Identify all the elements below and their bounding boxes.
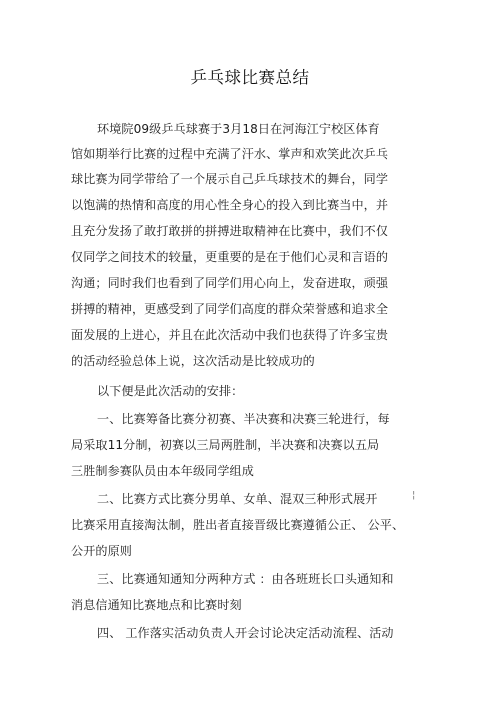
paragraph-line: 三胜制参赛队员由本年级同学组成 — [71, 464, 254, 478]
section-intro-line: 以下便是此次活动的安排： — [97, 384, 244, 398]
paragraph-line: 馆如期举行比赛的过程中充满了汗水、掌声和欢笑此次乒乓 — [71, 147, 389, 161]
paragraph-line: 消息信通知比赛地点和比赛时刻 — [71, 598, 242, 612]
paragraph-line: 沟通；同时我们也看到了同学们用心向上，发奋进取，顽强 — [71, 276, 389, 290]
paragraph-line: 环境院09级乒乓球赛于3月18日在河海江宁校区体育 — [97, 122, 380, 136]
paragraph-line: 比赛采用直接淘汰制，胜出者直接晋级比赛遵循公正、 公平、 — [71, 518, 405, 532]
paragraph-line: 公开的原则 — [71, 544, 132, 558]
document-title: 乒乓球比赛总结 — [190, 68, 310, 87]
paragraph-line: 拼搏的精神，更感受到了同学们高度的群众荣誉感和追求全 — [71, 302, 389, 316]
margin-mark: ¦ — [412, 490, 416, 501]
section-heading-line: 二、比赛方式比赛分男单、女单、混双三种形式展开 — [97, 492, 378, 506]
section-heading-line: 三、比赛通知通知分两种方式 ：由各班班长口头通知和 — [97, 572, 394, 586]
paragraph-line: 面发展的上进心，并且在此次活动中我们也获得了许多宝贵 — [71, 328, 389, 342]
paragraph-line: 的活动经验总体上说，这次活动是比较成功的 — [71, 354, 315, 368]
section-heading-line: 四、 工作落实活动负责人开会讨论决定活动流程、活动 — [97, 626, 394, 640]
section-heading-line: 一、比赛筹备比赛分初赛、半决赛和决赛三轮进行，每 — [97, 412, 390, 426]
paragraph-line: 球比赛为同学带给了一个展示自己乒乓球技术的舞台，同学 — [71, 172, 389, 186]
paragraph-line: 以饱满的热情和高度的用心性全身心的投入到比赛当中，并 — [71, 198, 389, 212]
paragraph-line: 仅同学之间技术的较量，更重要的是在于他们心灵和言语的 — [71, 250, 389, 264]
paragraph-line: 局采取11分制，初赛以三局两胜制，半决赛和决赛以五局 — [71, 438, 380, 452]
paragraph-line: 且充分发扬了敢打敢拼的拼搏进取精神在比赛中，我们不仅 — [71, 224, 389, 238]
